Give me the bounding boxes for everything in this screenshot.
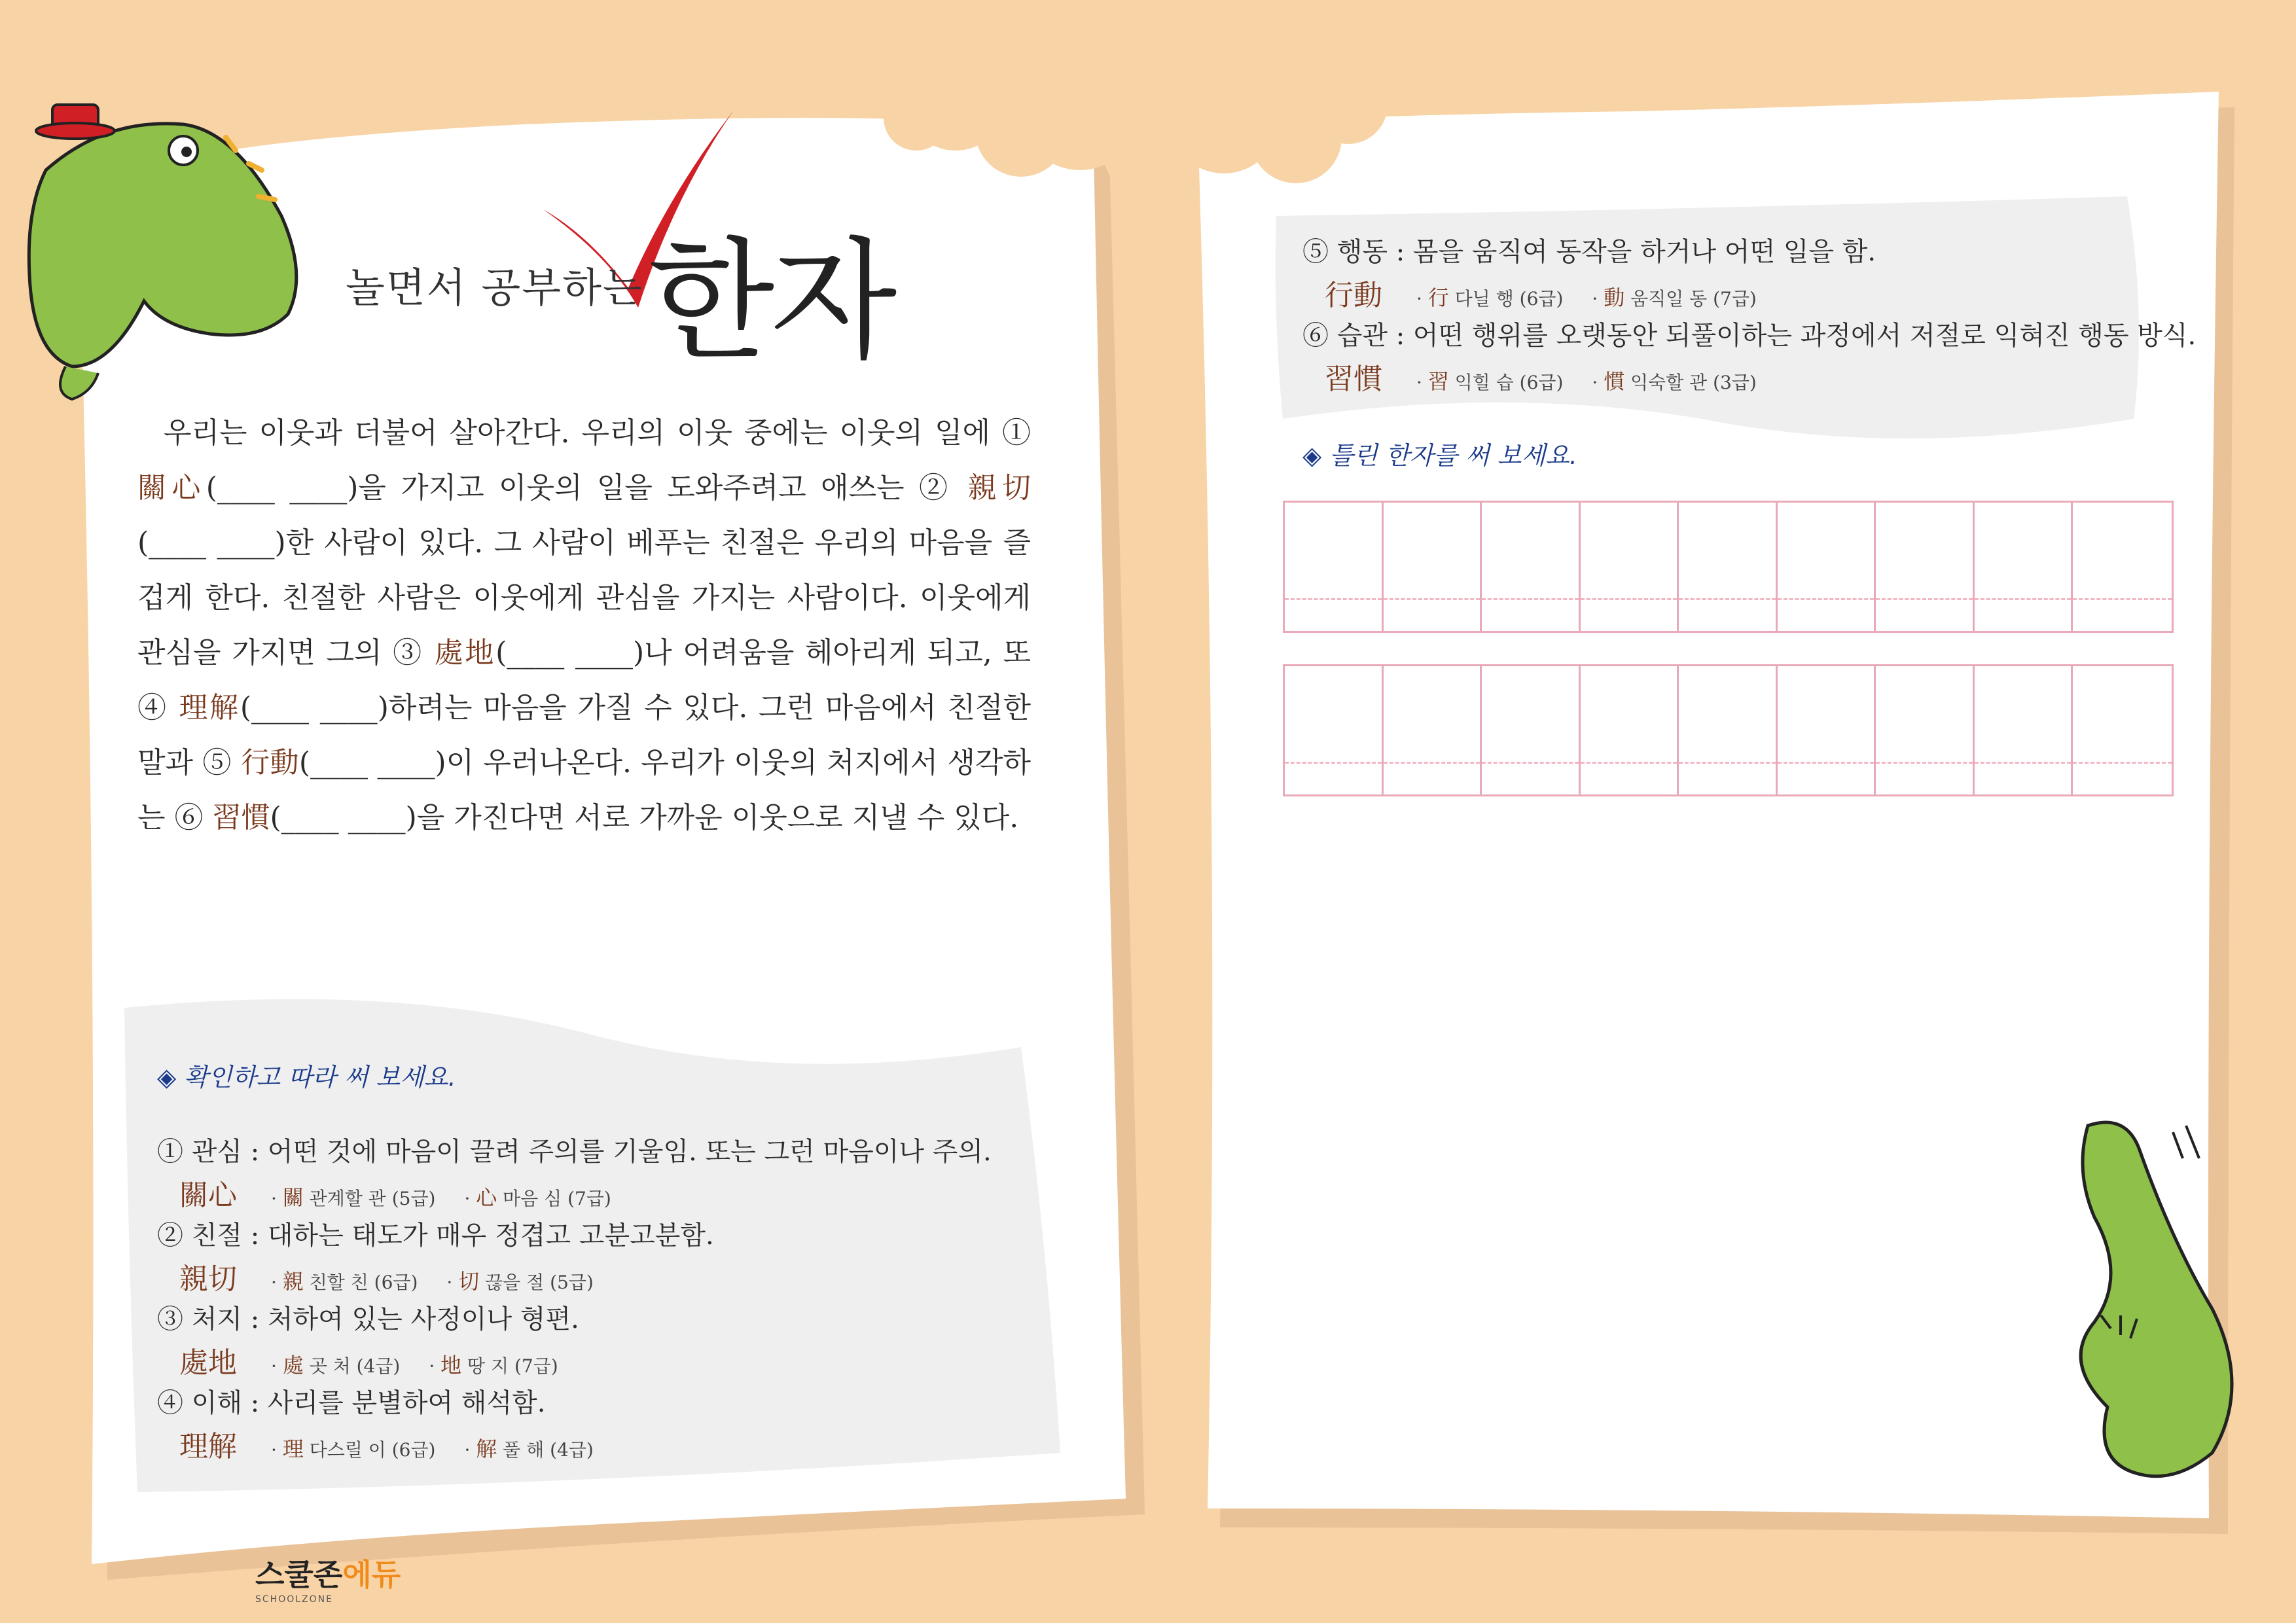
passage-text: (____ ____)나 어려움을 헤아리게 되고, 또 ④ <box>137 636 1031 724</box>
writing-cell[interactable] <box>2073 666 2172 794</box>
passage-text: (____ ____)이 우러나온다. 우리가 이웃의 처지에서 생각하는 ⑥ <box>137 746 1031 834</box>
hanja-character-meaning: · 關 관계할 관 (5급) <box>271 1185 436 1210</box>
hanja-word: 理解 <box>179 1430 237 1463</box>
hanja-reading: 익힐 습 (6급) <box>1448 372 1564 393</box>
hanja-character: 習 <box>1427 369 1449 394</box>
reading-passage <box>137 406 1031 846</box>
hanja-character: 地 <box>440 1353 462 1378</box>
writing-cell[interactable] <box>1384 666 1482 794</box>
writing-cell[interactable] <box>1679 666 1778 794</box>
hanja-character-meaning: · 地 땅 지 (7급) <box>429 1353 558 1378</box>
writing-cell[interactable] <box>1778 666 1876 794</box>
writing-cell[interactable] <box>1581 503 1679 631</box>
hanja-character-meaning: · 處 곳 처 (4급) <box>271 1353 401 1378</box>
practice-grid-row-2 <box>1283 664 2174 796</box>
hanja-word: 親切 <box>179 1262 237 1296</box>
hanja-reading: 마음 심 (7급) <box>497 1188 611 1209</box>
hanja-character: 解 <box>476 1436 497 1461</box>
right-definitions-list <box>1302 232 2197 400</box>
hanja-character: 心 <box>476 1185 497 1210</box>
writing-cell[interactable] <box>2073 503 2172 631</box>
page-subtitle: 놀면서 공부하는 <box>346 264 643 312</box>
hanja-reading: 곳 처 (4급) <box>303 1355 401 1377</box>
hanja-word: 關心 <box>179 1179 237 1212</box>
hanja-character: 親 <box>282 1269 304 1294</box>
definition-line: ② 친절 : 대하는 태도가 매우 정겹고 고분고분함. <box>157 1221 714 1251</box>
hanja-character-meaning: · 心 마음 심 (7급) <box>464 1185 611 1210</box>
practice-heading: ◈ 틀린 한자를 써 보세요. <box>1302 441 1577 470</box>
hanja-character-meaning: · 慣 익숙할 관 (3급) <box>1592 369 1757 394</box>
passage-text: (____ ____)을 가진다면 서로 가까운 이웃으로 지낼 수 있다. <box>270 801 1019 834</box>
writing-cell[interactable] <box>1581 666 1679 794</box>
hanja-reading: 움직일 동 (7급) <box>1624 288 1757 310</box>
definition-line: ⑤ 행동 : 몸을 움직여 동작을 하거나 어떤 일을 함. <box>1302 237 1876 267</box>
hanja-word: 習慣 <box>1325 363 1382 396</box>
logo-main-text: 스쿨존 <box>255 1557 343 1592</box>
hanja-breakdown-row <box>179 1171 1034 1213</box>
hanja-reading: 친할 친 (6급) <box>303 1272 418 1293</box>
definition-line: ⑥ 습관 : 어떤 행위를 오랫동안 되풀이하는 과정에서 저절로 익혀진 행동 방식. <box>1302 321 2197 351</box>
writing-cell[interactable] <box>1482 666 1581 794</box>
passage-text: (____ ____)한 사람이 있다. 그 사람이 베푸는 친절은 우리의 마음을 즐겁게 한다. 친절한 사람은 이웃에게 관심을 가지는 사람이다. 이웃에게 관심을 가지면 그의 ③ <box>137 526 1031 669</box>
definition-line: ④ 이해 : 사리를 분별하여 해석함. <box>157 1388 546 1418</box>
writing-cell[interactable] <box>1778 503 1876 631</box>
hanja-character: 切 <box>458 1269 480 1294</box>
hanja-breakdown-row <box>179 1339 1034 1381</box>
logo-sub-text: SCHOOLZONE <box>255 1594 333 1605</box>
writing-cell[interactable] <box>1482 503 1581 631</box>
writing-cell[interactable] <box>1679 503 1778 631</box>
hanja-character-meaning: · 動 움직일 동 (7급) <box>1592 285 1757 310</box>
hanja-reading: 익숙할 관 (3급) <box>1624 372 1757 393</box>
hanja-character: 慣 <box>1604 369 1625 394</box>
hanja-reading: 땅 지 (7급) <box>461 1355 558 1377</box>
hanja-character-meaning: · 理 다스릴 이 (6급) <box>271 1436 436 1461</box>
passage-text: (____ ____)을 가지고 이웃의 일을 도와주려고 애쓰는 ② <box>206 471 968 505</box>
passage-hanja: 親切 <box>967 471 1031 505</box>
practice-grid-row-1 <box>1283 501 2174 633</box>
hanja-word: 行動 <box>1325 279 1382 312</box>
logo-accent-text: 에듀 <box>342 1557 401 1592</box>
writing-cell[interactable] <box>1975 666 2073 794</box>
passage-text: 우리는 이웃과 더불어 살아간다. 우리의 이웃 중에는 이웃의 일에 ① <box>164 416 1031 450</box>
writing-cell[interactable] <box>1285 666 1384 794</box>
passage-text: (____ ____)하려는 마음을 가질 수 있다. 그런 마음에서 친절한 말과 ⑤ <box>137 691 1031 779</box>
hanja-character-meaning: · 親 친할 친 (6급) <box>271 1269 418 1294</box>
hanja-breakdown-row <box>179 1423 1034 1465</box>
hanja-character: 理 <box>282 1436 304 1461</box>
passage-hanja: 處地 <box>434 636 496 669</box>
hanja-reading: 다닐 행 (6급) <box>1448 288 1564 310</box>
hanja-reading: 다스릴 이 (6급) <box>303 1439 436 1461</box>
writing-cell[interactable] <box>1384 503 1482 631</box>
passage-hanja: 行動 <box>241 746 299 779</box>
hanja-reading: 끊을 절 (5급) <box>479 1272 594 1293</box>
hanja-breakdown-row <box>1325 272 2121 313</box>
hanja-character-meaning: · 行 다닐 행 (6급) <box>1416 285 1564 310</box>
hanja-character: 行 <box>1427 285 1449 310</box>
passage-hanja: 理解 <box>179 691 240 724</box>
hanja-character: 關 <box>282 1185 304 1210</box>
hanja-character: 處 <box>282 1353 304 1378</box>
hanja-breakdown-row <box>179 1255 1034 1297</box>
passage-hanja: 關心 <box>137 471 206 505</box>
hanja-character-meaning: · 解 풀 해 (4급) <box>464 1436 594 1461</box>
writing-cell[interactable] <box>1876 503 1975 631</box>
definition-line: ③ 처지 : 처하여 있는 사정이나 형편. <box>157 1304 579 1334</box>
check-section-list <box>157 1132 1034 1467</box>
hanja-character-meaning: · 切 끊을 절 (5급) <box>446 1269 594 1294</box>
hanja-character: 動 <box>1604 285 1625 310</box>
check-section-heading: ◈ 확인하고 따라 써 보세요. <box>157 1063 456 1092</box>
writing-cell[interactable] <box>1975 503 2073 631</box>
definition-line: ① 관심 : 어떤 것에 마음이 끌려 주의를 기울임. 또는 그런 마음이나 주의. <box>157 1137 992 1167</box>
passage-hanja: 習慣 <box>212 801 270 834</box>
writing-cell[interactable] <box>1876 666 1975 794</box>
hanja-word: 處地 <box>179 1346 237 1380</box>
hanja-breakdown-row <box>1325 355 2121 397</box>
page-title: 한자 <box>648 225 893 378</box>
hanja-reading: 관계할 관 (5급) <box>303 1188 436 1209</box>
hanja-reading: 풀 해 (4급) <box>497 1439 594 1461</box>
hanja-character-meaning: · 習 익힐 습 (6급) <box>1416 369 1564 394</box>
writing-cell[interactable] <box>1285 503 1384 631</box>
publisher-logo <box>255 1551 401 1605</box>
